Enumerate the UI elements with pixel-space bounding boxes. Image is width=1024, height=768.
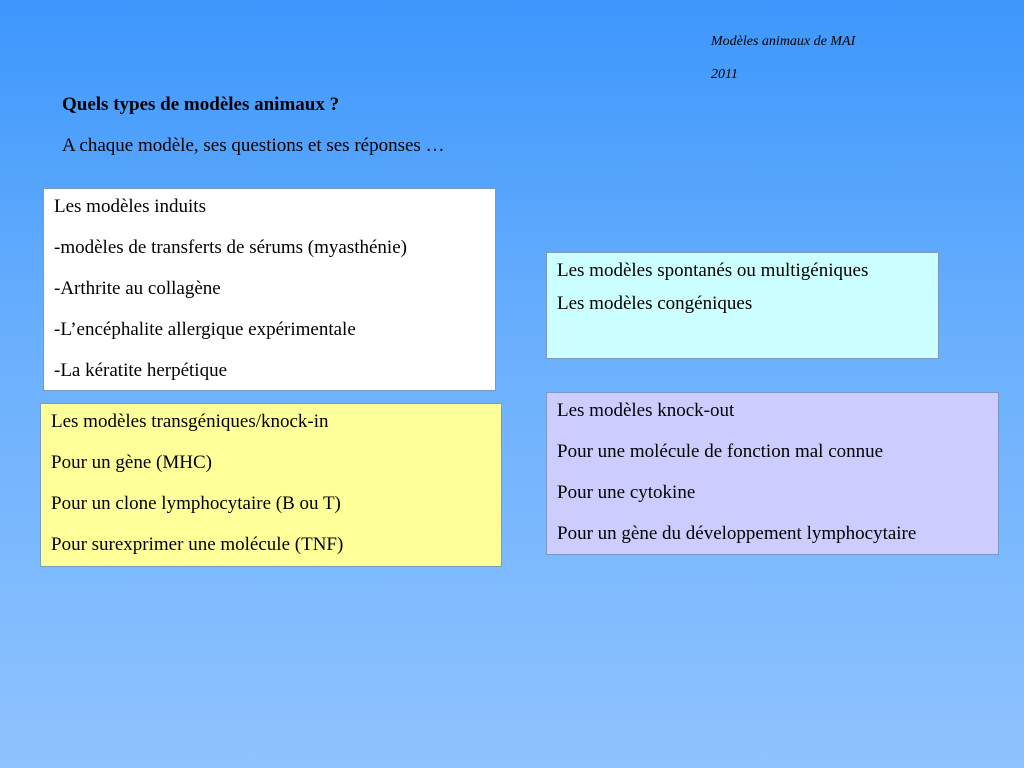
box-induced-item: -L’encéphalite allergique expérimentale xyxy=(54,319,356,340)
box-spontaneous-item: Les modèles congéniques xyxy=(557,293,753,314)
box-spontaneous-models xyxy=(546,252,939,359)
box-knockout-item: Pour un gène du développement lymphocytaire xyxy=(557,523,917,544)
box-transgenic-item: Pour surexprimer une molécule (TNF) xyxy=(51,534,344,555)
box-knockout-models xyxy=(546,392,999,555)
box-transgenic-models xyxy=(40,403,502,567)
header-note-year: 2011 xyxy=(711,67,738,82)
box-induced-item: -La kératite herpétique xyxy=(54,360,228,381)
box-transgenic-item: Pour un gène (MHC) xyxy=(51,452,212,473)
box-induced-item: -modèles de transferts de sérums (myasthénie) xyxy=(54,237,407,258)
box-transgenic-heading: Les modèles transgéniques/knock-in xyxy=(51,411,329,432)
box-knockout-item: Pour une cytokine xyxy=(557,482,696,503)
box-induced-item: -Arthrite au collagène xyxy=(54,278,221,299)
slide-subtitle: A chaque modèle, ses questions et ses réponses … xyxy=(62,135,445,156)
header-note xyxy=(711,25,855,91)
header-note-title: Modèles animaux de MAI xyxy=(711,34,856,49)
box-spontaneous-heading: Les modèles spontanés ou multigéniques xyxy=(557,260,869,281)
box-knockout-item: Pour une molécule de fonction mal connue xyxy=(557,441,884,462)
box-induced-models xyxy=(43,188,496,391)
slide-title: Quels types de modèles animaux ? xyxy=(62,94,340,115)
box-transgenic-item: Pour un clone lymphocytaire (B ou T) xyxy=(51,493,341,514)
box-induced-heading: Les modèles induits xyxy=(54,196,206,217)
box-knockout-heading: Les modèles knock-out xyxy=(557,400,735,421)
